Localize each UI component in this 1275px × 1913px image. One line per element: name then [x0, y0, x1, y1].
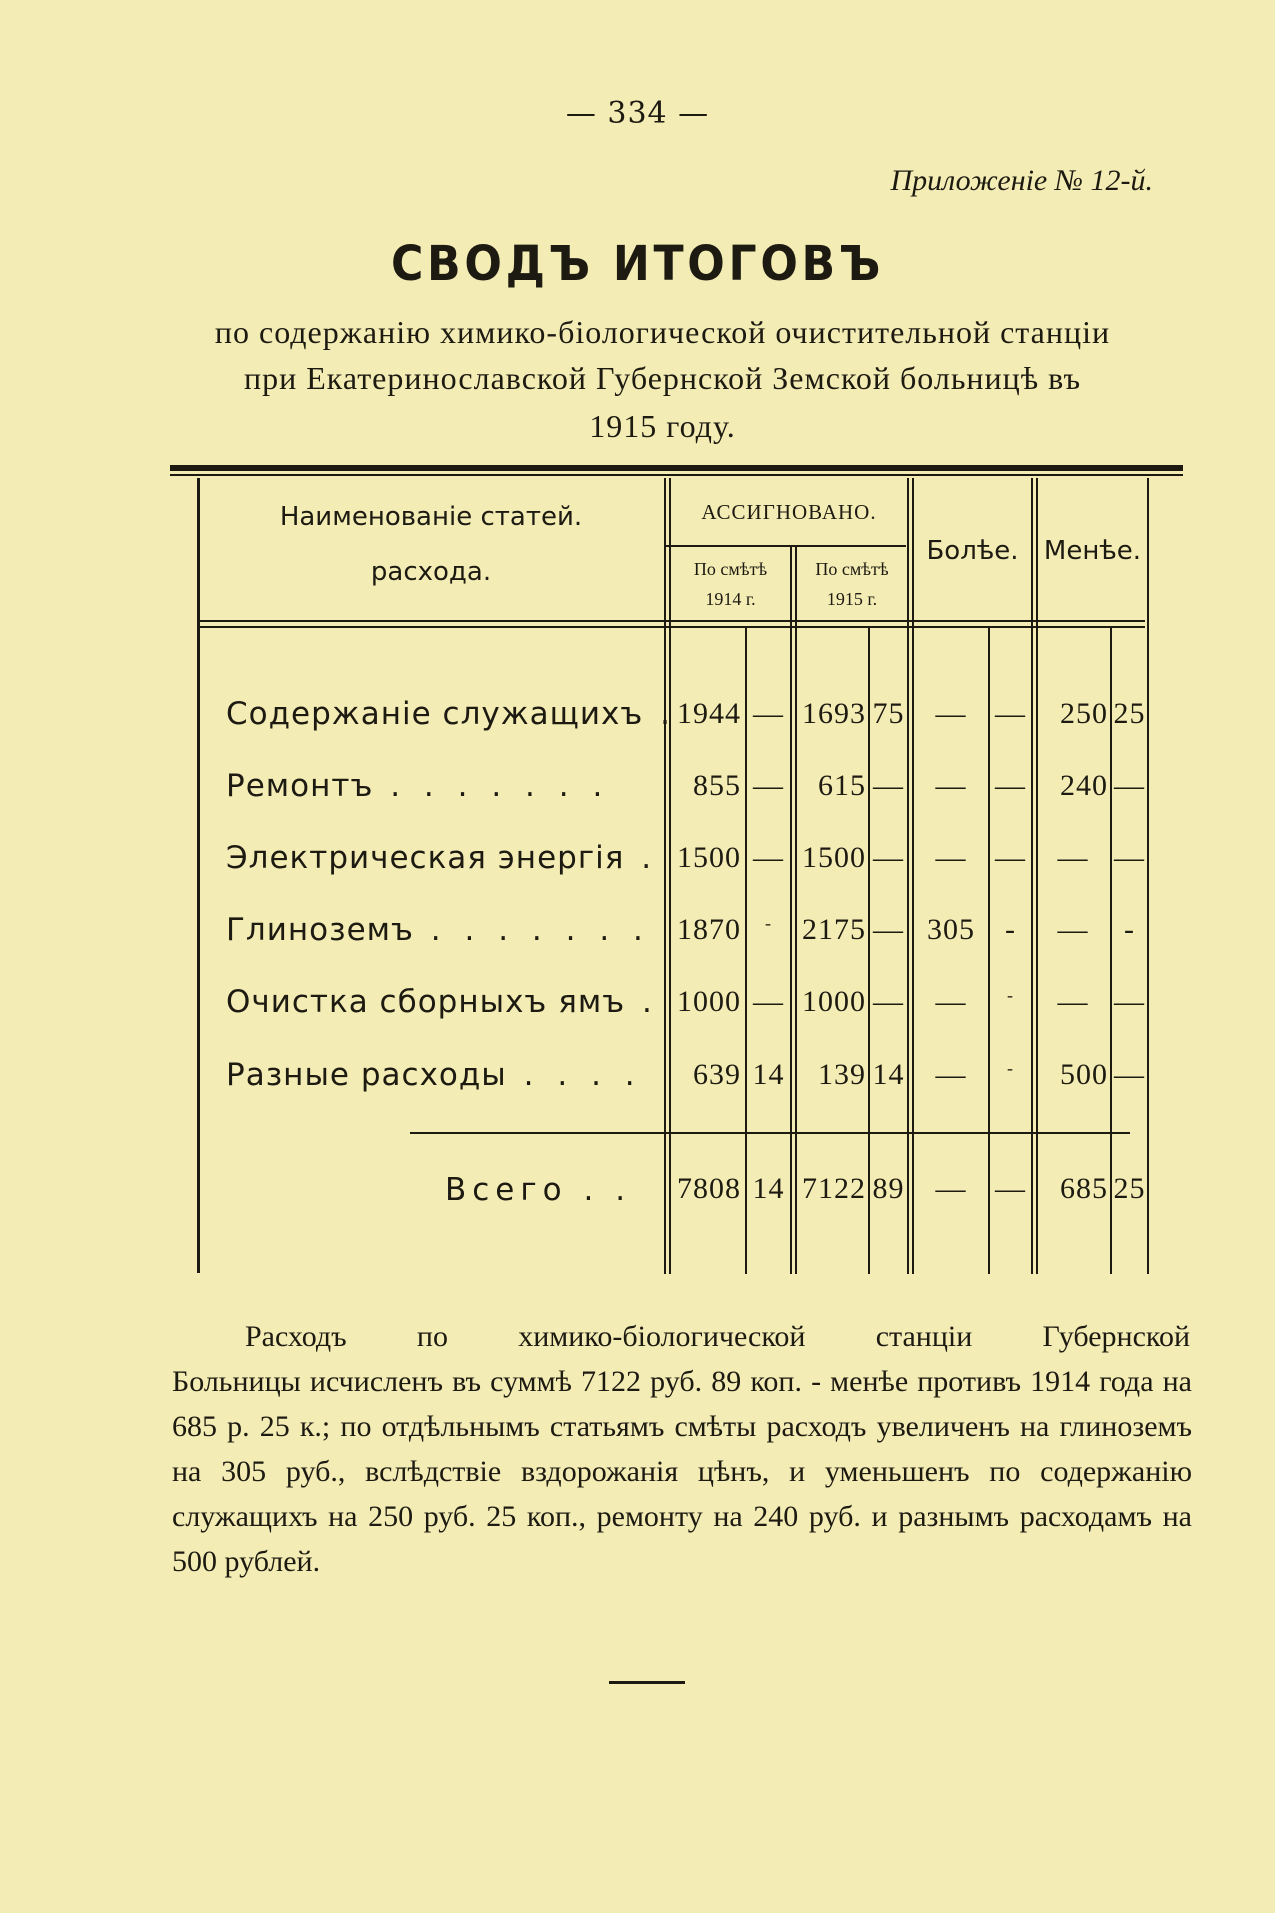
cell-kop-1914: —	[753, 841, 784, 874]
cell-less-rub: 250	[1060, 697, 1108, 730]
cell-more-kop: -	[1005, 913, 1016, 946]
cell-less-kop: -	[1124, 913, 1135, 946]
cell-rub-1914: 1870	[677, 913, 741, 946]
cell-more-rub: —	[935, 1058, 967, 1091]
cell-rub-1914: 1944	[677, 697, 741, 730]
col-divider	[1031, 478, 1033, 1274]
cell-kop-1914: 14	[752, 1058, 785, 1091]
cell-more-rub: —	[935, 769, 967, 802]
header-name-line-2: расхода.	[370, 557, 492, 587]
total-rub-1914: 7808	[677, 1172, 741, 1205]
cell-less-kop: —	[1114, 769, 1145, 802]
col-divider	[912, 478, 914, 1274]
cell-kop-1915: —	[873, 841, 904, 874]
cell-less-rub: —	[1057, 913, 1089, 946]
header-name-line-1: Наименованiе статей.	[279, 502, 583, 532]
total-kop-1915: 89	[872, 1172, 905, 1205]
cell-less-kop: —	[1114, 985, 1145, 1018]
cell-kop-1914: -	[765, 913, 772, 933]
end-rule	[609, 1681, 685, 1684]
total-less-rub: 685	[1060, 1172, 1108, 1205]
cell-less-rub: —	[1057, 841, 1089, 874]
header-assigned: АССИГНОВАНО.	[701, 500, 877, 524]
header-less: Менѣе.	[1043, 536, 1142, 566]
header-1914-line-1: По смѣтѣ	[693, 559, 768, 579]
row-label: Очистка сборныхъ ямъ .	[226, 984, 659, 1020]
header-bottom-rule	[200, 620, 1145, 622]
total-rub-1915: 7122	[802, 1172, 866, 1205]
page-title: СВОДЪ ИТОГОВЪ	[390, 236, 885, 292]
subtitle-line-2: при Екатеринославской Губернской Земской больницѣ въ	[243, 360, 1082, 396]
cell-less-kop: —	[1114, 841, 1145, 874]
cell-kop-1914: —	[753, 985, 784, 1018]
header-1914-line-2: 1914 г.	[705, 589, 756, 609]
cell-kop-1914: —	[753, 697, 784, 730]
paragraph-first-line: Расходъ по химико-бiологической станцiи Губернской	[245, 1320, 1190, 1353]
cell-more-rub: —	[935, 697, 967, 730]
header-bottom-rule-2	[200, 626, 1145, 628]
assigned-sub-rule	[666, 545, 906, 547]
table-top-rule-thin	[170, 474, 1183, 476]
cell-kop-1915: —	[873, 769, 904, 802]
cell-rub-1914: 639	[693, 1058, 741, 1091]
cell-more-kop: -	[1007, 1058, 1014, 1078]
header-more: Болѣе.	[926, 536, 1019, 566]
total-kop-1914: 14	[752, 1172, 785, 1205]
cell-kop-1915: —	[873, 913, 904, 946]
col-divider	[790, 545, 792, 1274]
row-label: Ремонтъ . . . . . . .	[226, 768, 610, 804]
cell-more-rub: 305	[927, 913, 975, 946]
row-label: Электрическая энергiя .	[226, 840, 659, 876]
col-divider	[1036, 478, 1038, 1274]
cell-rub-1915: 1000	[802, 985, 866, 1018]
cell-less-rub: 240	[1060, 769, 1108, 802]
total-rule	[410, 1132, 1130, 1134]
table-right-border	[1147, 478, 1149, 1274]
cell-rub-1915: 1500	[802, 841, 866, 874]
cell-less-kop: 25	[1113, 697, 1146, 730]
cell-more-rub: —	[935, 985, 967, 1018]
cell-kop-1915: 14	[872, 1058, 905, 1091]
cell-rub-1915: 2175	[802, 913, 866, 946]
cell-more-kop: —	[995, 769, 1026, 802]
total-label: Всего . .	[445, 1172, 632, 1208]
cell-rub-1914: 1500	[677, 841, 741, 874]
cell-rub-1915: 139	[818, 1058, 866, 1091]
total-less-kop: 25	[1113, 1172, 1146, 1205]
cell-kop-1915: —	[873, 985, 904, 1018]
appendix-label: Приложенiе № 12-й.	[890, 164, 1153, 197]
cell-rub-1914: 855	[693, 769, 741, 802]
subtitle-line-3: 1915 году.	[589, 408, 736, 444]
cell-more-kop: -	[1007, 985, 1014, 1005]
cell-more-rub: —	[935, 841, 967, 874]
row-label: Разные расходы . . . .	[226, 1057, 642, 1093]
cell-rub-1915: 1693	[802, 697, 866, 730]
row-label: Глиноземъ . . . . . . .	[226, 912, 650, 948]
paragraph-body: Больницы исчисленъ въ суммѣ 7122 руб. 89 коп. - менѣе противъ 1914 года на 685 р. 25 к.; по отдѣльнымъ статьямъ смѣты расходъ увеличенъ на глиноземъ на 305 руб., вслѣдствiе вздорожанiя цѣнъ, и уменьшенъ по содержанiю служащихъ на 250 руб. 25 коп., ремонту на 240 руб. и разнымъ расходамъ на 500 рублей.	[172, 1365, 1192, 1578]
cell-more-kop: —	[995, 697, 1026, 730]
cell-kop-1915: 75	[872, 697, 905, 730]
cell-more-kop: —	[995, 841, 1026, 874]
header-1915-line-1: По смѣтѣ	[815, 559, 889, 579]
col-divider	[907, 478, 909, 1274]
header-1915-line-2: 1915 г.	[826, 589, 878, 609]
cell-less-rub: 500	[1060, 1058, 1108, 1091]
total-more-kop: —	[995, 1172, 1026, 1205]
total-more-rub: —	[935, 1172, 967, 1205]
cell-kop-1914: —	[753, 769, 784, 802]
col-divider	[795, 545, 797, 1274]
cell-rub-1914: 1000	[677, 985, 741, 1018]
cell-less-kop: —	[1114, 1058, 1145, 1091]
subtitle-line-1: по содержанiю химико-бiологической очистительной станцiи	[214, 314, 1111, 350]
page-number: — 334 —	[565, 96, 710, 131]
table-left-border	[197, 478, 200, 1273]
table-top-rule	[170, 465, 1183, 471]
col-divider	[664, 478, 666, 1274]
row-label: Содержанiе служащихъ .	[226, 696, 677, 732]
cell-rub-1915: 615	[818, 769, 866, 802]
cell-less-rub: —	[1057, 985, 1089, 1018]
